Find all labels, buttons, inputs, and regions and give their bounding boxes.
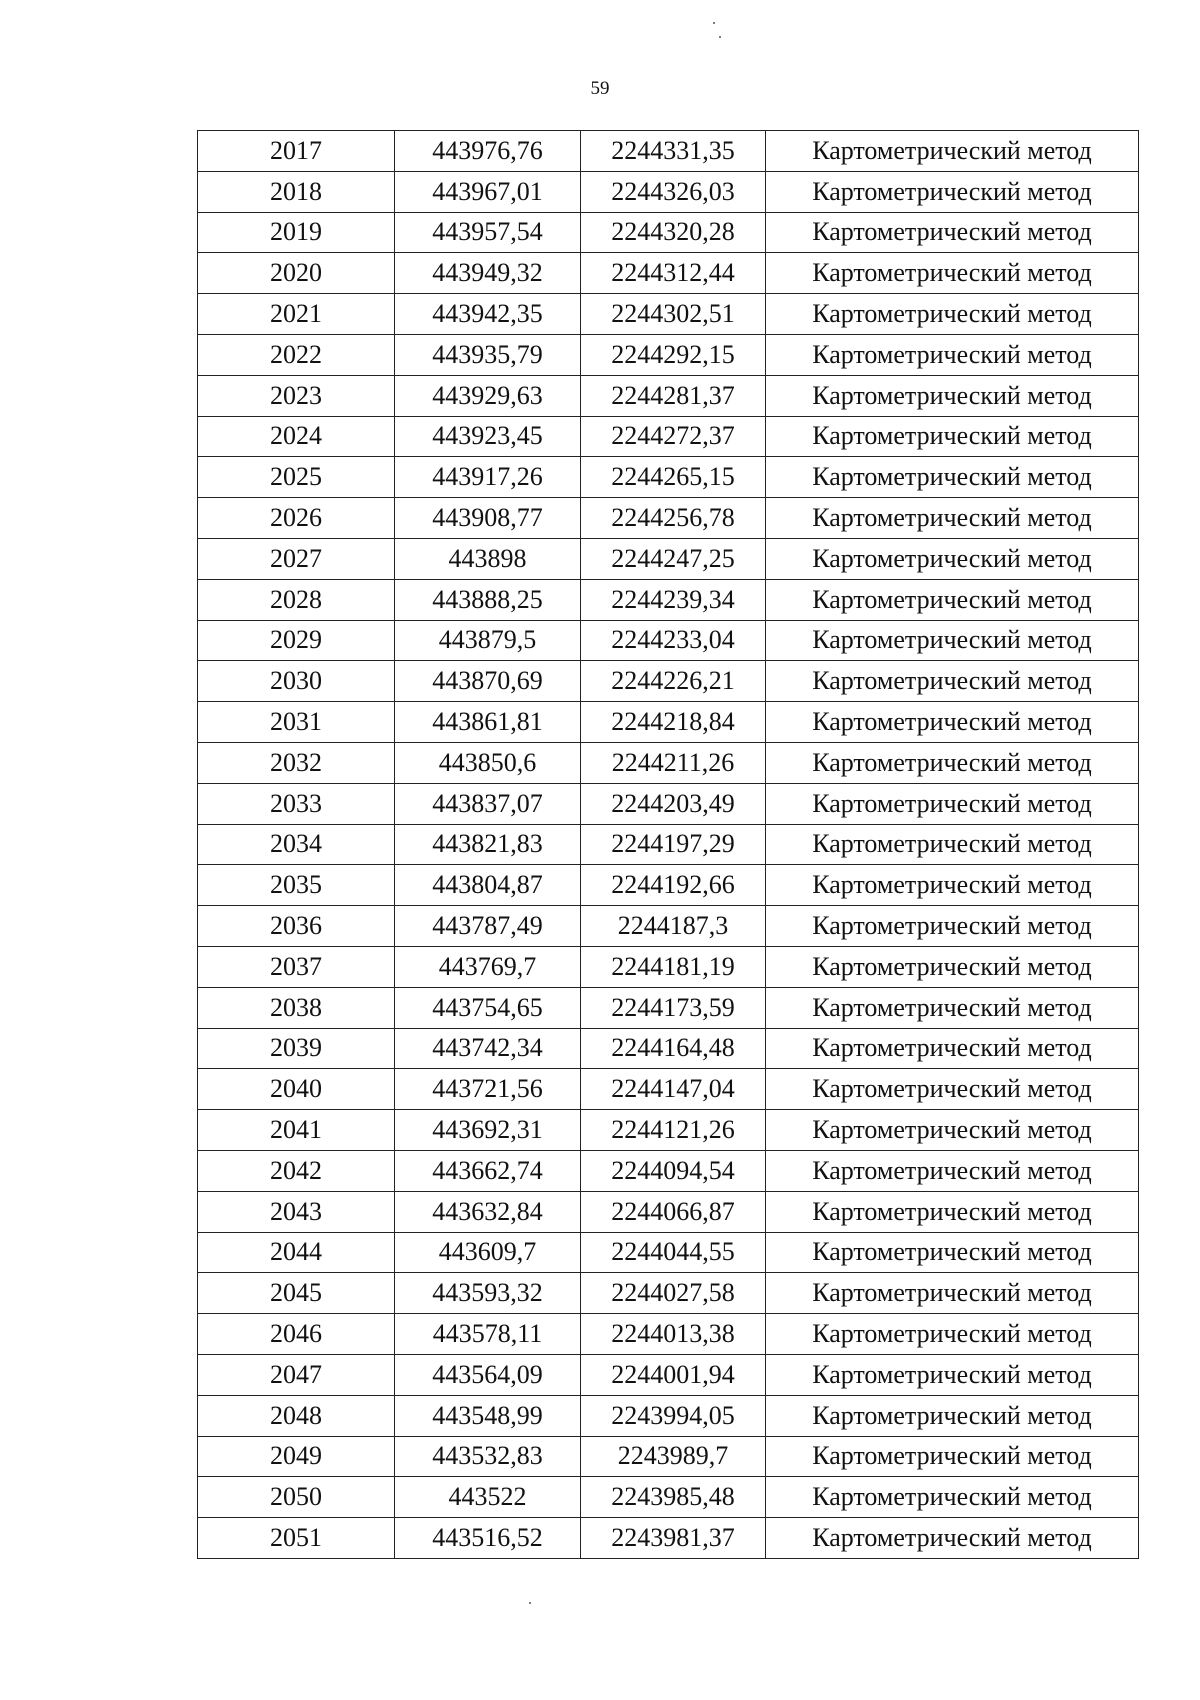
method-cell: Картометрический метод bbox=[766, 1028, 1139, 1069]
coordinates-table-body bbox=[198, 131, 1139, 1559]
y-coordinate-cell: 2244027,58 bbox=[581, 1273, 766, 1314]
table-row bbox=[198, 1314, 1139, 1355]
y-coordinate-cell: 2243985,48 bbox=[581, 1477, 766, 1518]
point-number-cell: 2021 bbox=[198, 294, 395, 335]
method-cell: Картометрический метод bbox=[766, 375, 1139, 416]
y-coordinate-cell: 2244147,04 bbox=[581, 1069, 766, 1110]
method-cell: Картометрический метод bbox=[766, 865, 1139, 906]
point-number-cell: 2037 bbox=[198, 946, 395, 987]
method-cell: Картометрический метод bbox=[766, 824, 1139, 865]
table-row bbox=[198, 375, 1139, 416]
point-number-cell: 2025 bbox=[198, 457, 395, 498]
x-coordinate-cell: 443850,6 bbox=[395, 742, 581, 783]
y-coordinate-cell: 2244320,28 bbox=[581, 212, 766, 253]
y-coordinate-cell: 2244013,38 bbox=[581, 1314, 766, 1355]
x-coordinate-cell: 443609,7 bbox=[395, 1232, 581, 1273]
y-coordinate-cell: 2244197,29 bbox=[581, 824, 766, 865]
x-coordinate-cell: 443742,34 bbox=[395, 1028, 581, 1069]
y-coordinate-cell: 2244044,55 bbox=[581, 1232, 766, 1273]
y-coordinate-cell: 2244265,15 bbox=[581, 457, 766, 498]
method-cell: Картометрический метод bbox=[766, 1232, 1139, 1273]
x-coordinate-cell: 443564,09 bbox=[395, 1354, 581, 1395]
method-cell: Картометрический метод bbox=[766, 906, 1139, 947]
method-cell: Картометрический метод bbox=[766, 334, 1139, 375]
point-number-cell: 2027 bbox=[198, 538, 395, 579]
y-coordinate-cell: 2243981,37 bbox=[581, 1518, 766, 1559]
point-number-cell: 2040 bbox=[198, 1069, 395, 1110]
point-number-cell: 2044 bbox=[198, 1232, 395, 1273]
scan-speck bbox=[719, 36, 721, 38]
method-cell: Картометрический метод bbox=[766, 702, 1139, 743]
method-cell: Картометрический метод bbox=[766, 1150, 1139, 1191]
y-coordinate-cell: 2244233,04 bbox=[581, 620, 766, 661]
table-row bbox=[198, 906, 1139, 947]
method-cell: Картометрический метод bbox=[766, 171, 1139, 212]
method-cell: Картометрический метод bbox=[766, 1110, 1139, 1151]
x-coordinate-cell: 443898 bbox=[395, 538, 581, 579]
x-coordinate-cell: 443754,65 bbox=[395, 987, 581, 1028]
method-cell: Картометрический метод bbox=[766, 579, 1139, 620]
method-cell: Картометрический метод bbox=[766, 1436, 1139, 1477]
point-number-cell: 2039 bbox=[198, 1028, 395, 1069]
x-coordinate-cell: 443888,25 bbox=[395, 579, 581, 620]
point-number-cell: 2022 bbox=[198, 334, 395, 375]
method-cell: Картометрический метод bbox=[766, 212, 1139, 253]
table-row bbox=[198, 294, 1139, 335]
table-row bbox=[198, 742, 1139, 783]
table-row bbox=[198, 1069, 1139, 1110]
y-coordinate-cell: 2244187,3 bbox=[581, 906, 766, 947]
scan-speck bbox=[713, 22, 715, 24]
x-coordinate-cell: 443632,84 bbox=[395, 1191, 581, 1232]
method-cell: Картометрический метод bbox=[766, 783, 1139, 824]
y-coordinate-cell: 2244226,21 bbox=[581, 661, 766, 702]
x-coordinate-cell: 443957,54 bbox=[395, 212, 581, 253]
method-cell: Картометрический метод bbox=[766, 661, 1139, 702]
table-row bbox=[198, 783, 1139, 824]
point-number-cell: 2033 bbox=[198, 783, 395, 824]
point-number-cell: 2036 bbox=[198, 906, 395, 947]
point-number-cell: 2045 bbox=[198, 1273, 395, 1314]
point-number-cell: 2019 bbox=[198, 212, 395, 253]
method-cell: Картометрический метод bbox=[766, 742, 1139, 783]
table-row bbox=[198, 1436, 1139, 1477]
table-row bbox=[198, 1477, 1139, 1518]
x-coordinate-cell: 443821,83 bbox=[395, 824, 581, 865]
table-row bbox=[198, 1354, 1139, 1395]
y-coordinate-cell: 2243989,7 bbox=[581, 1436, 766, 1477]
method-cell: Картометрический метод bbox=[766, 253, 1139, 294]
x-coordinate-cell: 443923,45 bbox=[395, 416, 581, 457]
point-number-cell: 2048 bbox=[198, 1395, 395, 1436]
point-number-cell: 2030 bbox=[198, 661, 395, 702]
method-cell: Картометрический метод bbox=[766, 1518, 1139, 1559]
x-coordinate-cell: 443870,69 bbox=[395, 661, 581, 702]
y-coordinate-cell: 2244164,48 bbox=[581, 1028, 766, 1069]
table-row bbox=[198, 865, 1139, 906]
method-cell: Картометрический метод bbox=[766, 131, 1139, 172]
table-row bbox=[198, 1232, 1139, 1273]
point-number-cell: 2035 bbox=[198, 865, 395, 906]
x-coordinate-cell: 443548,99 bbox=[395, 1395, 581, 1436]
point-number-cell: 2031 bbox=[198, 702, 395, 743]
table-row bbox=[198, 1273, 1139, 1314]
table-row bbox=[198, 457, 1139, 498]
table-row bbox=[198, 579, 1139, 620]
point-number-cell: 2042 bbox=[198, 1150, 395, 1191]
x-coordinate-cell: 443769,7 bbox=[395, 946, 581, 987]
method-cell: Картометрический метод bbox=[766, 1314, 1139, 1355]
table-row bbox=[198, 824, 1139, 865]
method-cell: Картометрический метод bbox=[766, 1069, 1139, 1110]
point-number-cell: 2026 bbox=[198, 498, 395, 539]
x-coordinate-cell: 443692,31 bbox=[395, 1110, 581, 1151]
y-coordinate-cell: 2244192,66 bbox=[581, 865, 766, 906]
table-row bbox=[198, 1110, 1139, 1151]
y-coordinate-cell: 2244272,37 bbox=[581, 416, 766, 457]
x-coordinate-cell: 443593,32 bbox=[395, 1273, 581, 1314]
method-cell: Картометрический метод bbox=[766, 1395, 1139, 1436]
page-number: 59 bbox=[590, 78, 610, 99]
x-coordinate-cell: 443837,07 bbox=[395, 783, 581, 824]
x-coordinate-cell: 443942,35 bbox=[395, 294, 581, 335]
method-cell: Картометрический метод bbox=[766, 620, 1139, 661]
y-coordinate-cell: 2244281,37 bbox=[581, 375, 766, 416]
x-coordinate-cell: 443949,32 bbox=[395, 253, 581, 294]
table-row bbox=[198, 620, 1139, 661]
point-number-cell: 2038 bbox=[198, 987, 395, 1028]
x-coordinate-cell: 443721,56 bbox=[395, 1069, 581, 1110]
y-coordinate-cell: 2244256,78 bbox=[581, 498, 766, 539]
x-coordinate-cell: 443804,87 bbox=[395, 865, 581, 906]
table-row bbox=[198, 171, 1139, 212]
table-row bbox=[198, 1518, 1139, 1559]
method-cell: Картометрический метод bbox=[766, 416, 1139, 457]
point-number-cell: 2020 bbox=[198, 253, 395, 294]
table-row bbox=[198, 334, 1139, 375]
point-number-cell: 2024 bbox=[198, 416, 395, 457]
y-coordinate-cell: 2244203,49 bbox=[581, 783, 766, 824]
table-row bbox=[198, 131, 1139, 172]
x-coordinate-cell: 443522 bbox=[395, 1477, 581, 1518]
x-coordinate-cell: 443532,83 bbox=[395, 1436, 581, 1477]
table-row bbox=[198, 498, 1139, 539]
table-row bbox=[198, 987, 1139, 1028]
point-number-cell: 2032 bbox=[198, 742, 395, 783]
point-number-cell: 2017 bbox=[198, 131, 395, 172]
point-number-cell: 2029 bbox=[198, 620, 395, 661]
y-coordinate-cell: 2244239,34 bbox=[581, 579, 766, 620]
table-row bbox=[198, 1395, 1139, 1436]
point-number-cell: 2023 bbox=[198, 375, 395, 416]
y-coordinate-cell: 2244173,59 bbox=[581, 987, 766, 1028]
point-number-cell: 2047 bbox=[198, 1354, 395, 1395]
point-number-cell: 2028 bbox=[198, 579, 395, 620]
x-coordinate-cell: 443935,79 bbox=[395, 334, 581, 375]
table-row bbox=[198, 1150, 1139, 1191]
table-row bbox=[198, 538, 1139, 579]
table-row bbox=[198, 1028, 1139, 1069]
point-number-cell: 2051 bbox=[198, 1518, 395, 1559]
table-row bbox=[198, 661, 1139, 702]
method-cell: Картометрический метод bbox=[766, 457, 1139, 498]
table-row bbox=[198, 253, 1139, 294]
y-coordinate-cell: 2244331,35 bbox=[581, 131, 766, 172]
method-cell: Картометрический метод bbox=[766, 1191, 1139, 1232]
x-coordinate-cell: 443516,52 bbox=[395, 1518, 581, 1559]
x-coordinate-cell: 443662,74 bbox=[395, 1150, 581, 1191]
point-number-cell: 2046 bbox=[198, 1314, 395, 1355]
point-number-cell: 2034 bbox=[198, 824, 395, 865]
y-coordinate-cell: 2244312,44 bbox=[581, 253, 766, 294]
table-row bbox=[198, 416, 1139, 457]
table-row bbox=[198, 212, 1139, 253]
y-coordinate-cell: 2244181,19 bbox=[581, 946, 766, 987]
table-row bbox=[198, 1191, 1139, 1232]
y-coordinate-cell: 2244292,15 bbox=[581, 334, 766, 375]
point-number-cell: 2018 bbox=[198, 171, 395, 212]
method-cell: Картометрический метод bbox=[766, 1477, 1139, 1518]
y-coordinate-cell: 2244326,03 bbox=[581, 171, 766, 212]
x-coordinate-cell: 443908,77 bbox=[395, 498, 581, 539]
method-cell: Картометрический метод bbox=[766, 1273, 1139, 1314]
method-cell: Картометрический метод bbox=[766, 987, 1139, 1028]
y-coordinate-cell: 2244066,87 bbox=[581, 1191, 766, 1232]
table-row bbox=[198, 702, 1139, 743]
y-coordinate-cell: 2244001,94 bbox=[581, 1354, 766, 1395]
y-coordinate-cell: 2244094,54 bbox=[581, 1150, 766, 1191]
table-row bbox=[198, 946, 1139, 987]
y-coordinate-cell: 2243994,05 bbox=[581, 1395, 766, 1436]
x-coordinate-cell: 443917,26 bbox=[395, 457, 581, 498]
method-cell: Картометрический метод bbox=[766, 498, 1139, 539]
method-cell: Картометрический метод bbox=[766, 946, 1139, 987]
x-coordinate-cell: 443879,5 bbox=[395, 620, 581, 661]
point-number-cell: 2041 bbox=[198, 1110, 395, 1151]
point-number-cell: 2050 bbox=[198, 1477, 395, 1518]
point-number-cell: 2043 bbox=[198, 1191, 395, 1232]
x-coordinate-cell: 443967,01 bbox=[395, 171, 581, 212]
x-coordinate-cell: 443861,81 bbox=[395, 702, 581, 743]
method-cell: Картометрический метод bbox=[766, 294, 1139, 335]
x-coordinate-cell: 443578,11 bbox=[395, 1314, 581, 1355]
y-coordinate-cell: 2244218,84 bbox=[581, 702, 766, 743]
coordinates-table bbox=[197, 130, 1139, 1559]
y-coordinate-cell: 2244302,51 bbox=[581, 294, 766, 335]
x-coordinate-cell: 443787,49 bbox=[395, 906, 581, 947]
x-coordinate-cell: 443976,76 bbox=[395, 131, 581, 172]
scan-speck bbox=[529, 1602, 531, 1604]
y-coordinate-cell: 2244211,26 bbox=[581, 742, 766, 783]
method-cell: Картометрический метод bbox=[766, 538, 1139, 579]
point-number-cell: 2049 bbox=[198, 1436, 395, 1477]
y-coordinate-cell: 2244247,25 bbox=[581, 538, 766, 579]
method-cell: Картометрический метод bbox=[766, 1354, 1139, 1395]
x-coordinate-cell: 443929,63 bbox=[395, 375, 581, 416]
y-coordinate-cell: 2244121,26 bbox=[581, 1110, 766, 1151]
